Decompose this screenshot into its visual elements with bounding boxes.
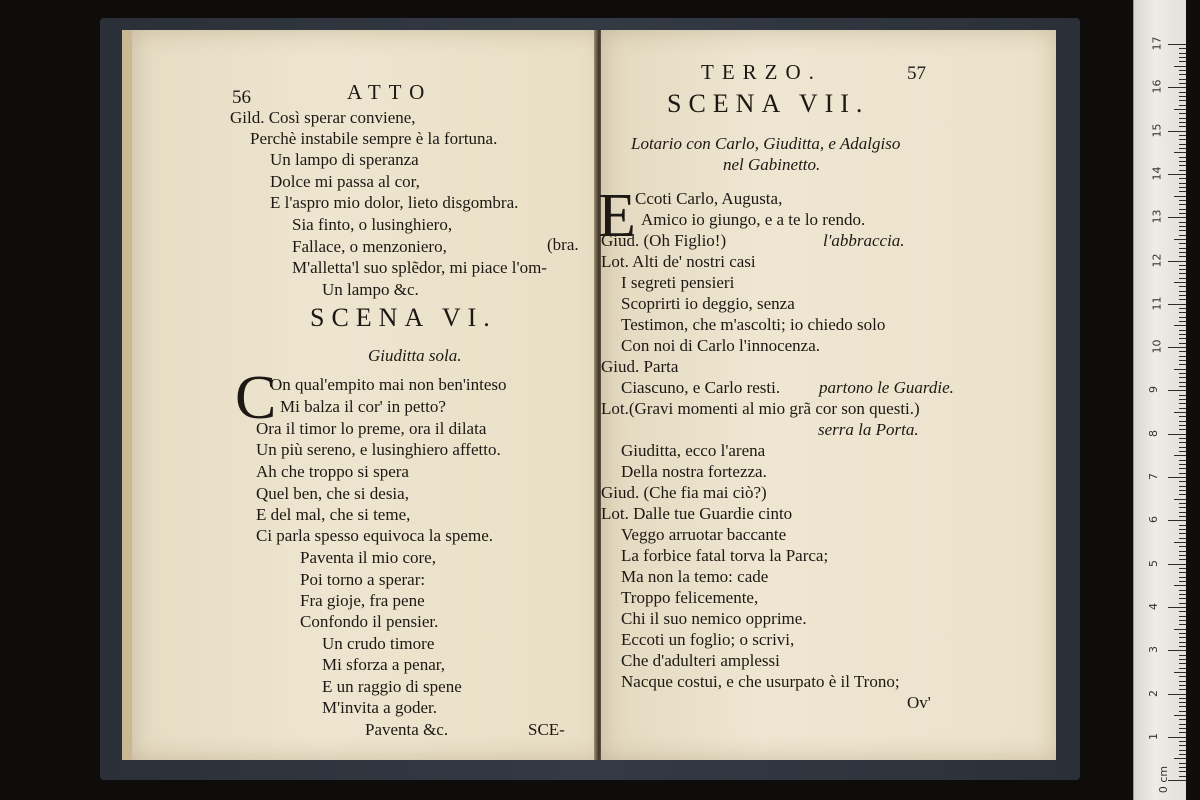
ruler-tick bbox=[1179, 741, 1186, 742]
ruler-tick bbox=[1179, 178, 1186, 179]
verse-line: Paventa il mio core, bbox=[300, 548, 436, 567]
ruler-tick bbox=[1179, 512, 1186, 513]
ruler-number: 9 bbox=[1147, 386, 1160, 394]
ruler-tick bbox=[1179, 598, 1186, 599]
ruler-tick bbox=[1179, 209, 1186, 210]
ruler-number: 2 bbox=[1147, 689, 1160, 697]
ruler-tick bbox=[1168, 520, 1186, 521]
ruler-tick bbox=[1179, 57, 1186, 58]
catchword: Ov' bbox=[907, 693, 931, 712]
measuring-ruler bbox=[1133, 0, 1186, 800]
verse-line: Testimon, che m'ascolti; io chiedo solo bbox=[621, 315, 886, 334]
ruler-tick bbox=[1179, 529, 1186, 530]
ruler-tick bbox=[1179, 577, 1186, 578]
verse-line: Nacque costui, e che usurpato è il Trono; bbox=[621, 672, 900, 691]
ruler-number: 12 bbox=[1150, 253, 1164, 267]
verse-line: Della nostra fortezza. bbox=[621, 462, 767, 481]
ruler-tick bbox=[1179, 590, 1186, 591]
ruler-tick bbox=[1174, 369, 1186, 370]
ruler-tick bbox=[1179, 200, 1186, 201]
verse-line: Sia finto, o lusinghiero, bbox=[292, 215, 453, 234]
verse-line: Con noi di Carlo l'innocenza. bbox=[621, 336, 820, 355]
ruler-tick bbox=[1179, 360, 1186, 361]
ruler-number: 6 bbox=[1147, 516, 1160, 524]
ruler-tick bbox=[1179, 464, 1186, 465]
verse-line: E l'aspro mio dolor, lieto disgombra. bbox=[270, 193, 519, 212]
verse-line: E del mal, che si teme, bbox=[256, 505, 411, 524]
ruler-tick bbox=[1179, 148, 1186, 149]
ruler-tick bbox=[1179, 278, 1186, 279]
ruler-tick bbox=[1179, 559, 1186, 560]
ruler-tick bbox=[1179, 399, 1186, 400]
ruler-tick bbox=[1179, 771, 1186, 772]
verse-line: Un crudo timore bbox=[322, 634, 435, 653]
ruler-tick bbox=[1179, 516, 1186, 517]
drop-cap: E bbox=[598, 182, 636, 250]
ruler-tick bbox=[1179, 382, 1186, 383]
ruler-tick bbox=[1168, 304, 1186, 305]
ruler-tick bbox=[1179, 438, 1186, 439]
scene-title: SCENA VII. bbox=[667, 89, 870, 118]
ruler-number: 17 bbox=[1150, 36, 1164, 51]
ruler-tick bbox=[1179, 611, 1186, 612]
ruler-tick bbox=[1179, 118, 1186, 119]
verse-line: M'invita a goder. bbox=[322, 698, 437, 717]
ruler-tick bbox=[1179, 204, 1186, 205]
ruler-tick bbox=[1179, 256, 1186, 257]
verse-line: Poi torno a sperar: bbox=[300, 570, 426, 589]
ruler-tick bbox=[1179, 351, 1186, 352]
verse-line: Ci parla spesso equivoca la speme. bbox=[256, 526, 493, 545]
verse-line: Fra gioje, fra pene bbox=[300, 591, 425, 610]
ruler-tick bbox=[1179, 724, 1186, 725]
ruler-tick bbox=[1179, 299, 1186, 300]
ruler-tick bbox=[1179, 551, 1186, 552]
verse-line: Fallace, o menzoniero, bbox=[292, 237, 447, 256]
ruler-tick bbox=[1179, 494, 1186, 495]
ruler-tick bbox=[1179, 555, 1186, 556]
ruler-tick bbox=[1179, 416, 1186, 417]
ruler-tick bbox=[1174, 499, 1186, 500]
ruler-tick bbox=[1168, 737, 1186, 738]
ruler-tick bbox=[1179, 157, 1186, 158]
running-head: ATTO bbox=[347, 80, 433, 104]
verse-line: Un lampo &c. bbox=[322, 280, 419, 299]
ruler-tick bbox=[1179, 642, 1186, 643]
ruler-tick bbox=[1179, 681, 1186, 682]
verse-line: On qual'empito mai non ben'inteso bbox=[270, 375, 507, 394]
ruler-tick bbox=[1174, 629, 1186, 630]
verse-line: E un raggio di spene bbox=[322, 677, 462, 696]
ruler-tick bbox=[1179, 222, 1186, 223]
ruler-tick bbox=[1179, 594, 1186, 595]
ruler-tick bbox=[1179, 421, 1186, 422]
ruler-tick bbox=[1179, 776, 1186, 777]
ruler-tick bbox=[1179, 265, 1186, 266]
verse-line: Amico io giungo, e a te lo rendo. bbox=[641, 210, 866, 229]
verse-line: Giud. (Oh Figlio!) bbox=[601, 231, 727, 250]
ruler-tick bbox=[1168, 477, 1186, 478]
ruler-tick bbox=[1179, 144, 1186, 145]
scene-title: SCENA VI. bbox=[310, 303, 497, 332]
verse-line: Un lampo di speranza bbox=[270, 150, 419, 169]
ruler-tick bbox=[1174, 758, 1186, 759]
ruler-tick bbox=[1179, 213, 1186, 214]
ruler-tick bbox=[1179, 386, 1186, 387]
stage-direction: partono le Guardie. bbox=[819, 378, 954, 397]
verse-line: Gild. Così sperar conviene, bbox=[230, 108, 416, 127]
ruler-tick bbox=[1179, 330, 1186, 331]
verse-line: Lot. Alti de' nostri casi bbox=[601, 252, 756, 271]
ruler-tick bbox=[1179, 668, 1186, 669]
ruler-tick bbox=[1168, 174, 1186, 175]
ruler-tick bbox=[1179, 728, 1186, 729]
verse-line: Chi il suo nemico opprime. bbox=[621, 609, 807, 628]
ruler-tick bbox=[1168, 217, 1186, 218]
verse-line: Giud. Parta bbox=[601, 357, 679, 376]
ruler-tick bbox=[1179, 754, 1186, 755]
ruler-tick bbox=[1179, 343, 1186, 344]
verse-line: Ciascuno, e Carlo resti. bbox=[621, 378, 781, 397]
page-number: 57 bbox=[907, 63, 926, 84]
ruler-tick bbox=[1174, 282, 1186, 283]
ruler-tick bbox=[1179, 763, 1186, 764]
ruler-tick bbox=[1168, 261, 1186, 262]
ruler-tick bbox=[1179, 377, 1186, 378]
verse-line: Lot.(Gravi momenti al mio grã cor son questi.) bbox=[601, 399, 920, 418]
ruler-tick bbox=[1168, 607, 1186, 608]
verse-line: Ora il timor lo preme, ora il dilata bbox=[256, 419, 487, 438]
ruler-tick bbox=[1174, 715, 1186, 716]
ruler-number: 15 bbox=[1150, 123, 1164, 138]
ruler-tick bbox=[1179, 429, 1186, 430]
scene-subtitle: Giuditta sola. bbox=[368, 346, 462, 365]
ruler-tick bbox=[1179, 139, 1186, 140]
ruler-number: 10 bbox=[1150, 339, 1164, 354]
ruler-tick bbox=[1179, 767, 1186, 768]
ruler-tick bbox=[1179, 295, 1186, 296]
ruler-tick bbox=[1179, 191, 1186, 192]
ruler-number: 1 bbox=[1147, 732, 1160, 740]
ruler-tick bbox=[1179, 395, 1186, 396]
ruler-tick bbox=[1174, 455, 1186, 456]
ruler-tick bbox=[1179, 61, 1186, 62]
ruler-tick bbox=[1179, 165, 1186, 166]
verse-line: Mi sforza a penar, bbox=[322, 655, 445, 674]
ruler-tick bbox=[1179, 248, 1186, 249]
ruler-tick bbox=[1179, 490, 1186, 491]
drop-cap: C bbox=[235, 364, 277, 432]
verse-line: Ah che troppo si spera bbox=[256, 462, 409, 481]
verse-line: Ccoti Carlo, Augusta, bbox=[635, 189, 783, 208]
ruler-tick bbox=[1179, 750, 1186, 751]
ruler-tick bbox=[1179, 732, 1186, 733]
ruler-tick bbox=[1179, 451, 1186, 452]
verse-line: Scoprirti io deggio, senza bbox=[621, 294, 795, 313]
ruler-tick bbox=[1179, 312, 1186, 313]
ruler-tick bbox=[1179, 546, 1186, 547]
ruler-tick bbox=[1179, 317, 1186, 318]
ruler-tick bbox=[1179, 291, 1186, 292]
ruler-tick bbox=[1179, 286, 1186, 287]
running-head: TERZO. bbox=[701, 60, 822, 84]
ruler-tick bbox=[1179, 74, 1186, 75]
ruler-tick bbox=[1179, 460, 1186, 461]
ruler-tick bbox=[1179, 183, 1186, 184]
ruler-tick bbox=[1179, 698, 1186, 699]
verse-line: Quel ben, che si desia, bbox=[256, 484, 409, 503]
ruler-tick bbox=[1179, 100, 1186, 101]
ruler-tick bbox=[1179, 581, 1186, 582]
verse-line: Troppo felicemente, bbox=[621, 588, 759, 607]
ruler-tick bbox=[1179, 135, 1186, 136]
ruler-tick bbox=[1179, 373, 1186, 374]
verse-line: La forbice fatal torva la Parca; bbox=[621, 546, 829, 565]
ruler-number: 7 bbox=[1147, 473, 1160, 480]
ruler-tick bbox=[1174, 412, 1186, 413]
ruler-tick bbox=[1174, 585, 1186, 586]
ruler-tick bbox=[1179, 122, 1186, 123]
ruler-tick bbox=[1179, 92, 1186, 93]
verse-line: Che d'adulteri amplessi bbox=[621, 651, 780, 670]
ruler-tick bbox=[1179, 568, 1186, 569]
verse-line: Giud. (Che fia mai ciò?) bbox=[601, 483, 767, 502]
ruler-tick bbox=[1179, 525, 1186, 526]
ruler-number: 0 cm bbox=[1157, 765, 1171, 794]
verse-line: Perchè instabile sempre è la fortuna. bbox=[250, 129, 498, 148]
stage-direction: l'abbraccia. bbox=[823, 231, 905, 250]
ruler-tick bbox=[1179, 486, 1186, 487]
ruler-tick bbox=[1179, 646, 1186, 647]
ruler-tick bbox=[1179, 126, 1186, 127]
ruler-tick bbox=[1168, 780, 1186, 781]
ruler-tick bbox=[1179, 719, 1186, 720]
ruler-tick bbox=[1179, 538, 1186, 539]
ruler-tick bbox=[1179, 685, 1186, 686]
ruler-number: 8 bbox=[1147, 429, 1160, 437]
page-number: 56 bbox=[232, 87, 251, 108]
ruler-tick bbox=[1179, 308, 1186, 309]
ruler-tick bbox=[1179, 269, 1186, 270]
ruler-number: 13 bbox=[1150, 209, 1164, 224]
ruler-tick bbox=[1174, 672, 1186, 673]
ruler-tick bbox=[1179, 442, 1186, 443]
ruler-tick bbox=[1179, 503, 1186, 504]
ruler-tick bbox=[1179, 447, 1186, 448]
ruler-tick bbox=[1179, 113, 1186, 114]
stage-direction: serra la Porta. bbox=[818, 420, 919, 439]
left-page bbox=[122, 30, 606, 760]
ruler-tick bbox=[1179, 170, 1186, 171]
ruler-tick bbox=[1179, 745, 1186, 746]
verse-line: M'alletta'l suo splẽdor, mi piace l'om- bbox=[292, 258, 547, 277]
ruler-tick bbox=[1179, 187, 1186, 188]
ruler-tick bbox=[1179, 624, 1186, 625]
verse-line: Dolce mi passa al cor, bbox=[270, 172, 420, 191]
verse-line: Giuditta, ecco l'arena bbox=[621, 441, 766, 460]
ruler-tick bbox=[1179, 473, 1186, 474]
ruler-tick bbox=[1168, 434, 1186, 435]
ruler-number: 5 bbox=[1147, 559, 1160, 567]
catchword: SCE- bbox=[528, 720, 565, 739]
ruler-tick bbox=[1174, 152, 1186, 153]
ruler-tick bbox=[1168, 694, 1186, 695]
ruler-tick bbox=[1174, 196, 1186, 197]
ruler-tick bbox=[1179, 507, 1186, 508]
ruler-tick bbox=[1168, 347, 1186, 348]
ruler-tick bbox=[1179, 659, 1186, 660]
stage-direction: nel Gabinetto. bbox=[723, 155, 821, 174]
ruler-number: 14 bbox=[1150, 166, 1164, 181]
verse-line: Eccoti un foglio; o scrivi, bbox=[621, 630, 795, 649]
ruler-tick bbox=[1179, 481, 1186, 482]
ruler-tick bbox=[1179, 79, 1186, 80]
right-page bbox=[598, 30, 1056, 760]
ruler-tick bbox=[1179, 663, 1186, 664]
ruler-number: 11 bbox=[1150, 296, 1164, 311]
ruler-tick bbox=[1179, 230, 1186, 231]
ruler-tick bbox=[1168, 131, 1186, 132]
ruler-tick bbox=[1179, 243, 1186, 244]
ruler-tick bbox=[1174, 325, 1186, 326]
ruler-tick bbox=[1179, 70, 1186, 71]
ruler-tick bbox=[1179, 364, 1186, 365]
ruler-tick bbox=[1179, 53, 1186, 54]
ruler-tick bbox=[1179, 603, 1186, 604]
ruler-tick bbox=[1179, 676, 1186, 677]
stage-direction: Lotario con Carlo, Giuditta, e Adalgiso bbox=[631, 134, 901, 153]
ruler-tick bbox=[1179, 616, 1186, 617]
ruler-tick bbox=[1179, 83, 1186, 84]
ruler-tick bbox=[1179, 403, 1186, 404]
verse-line: Veggo arruotar baccante bbox=[621, 525, 787, 544]
verse-line: I segreti pensieri bbox=[621, 273, 735, 292]
ruler-tick bbox=[1179, 706, 1186, 707]
ruler-tick bbox=[1174, 66, 1186, 67]
ruler-tick bbox=[1168, 87, 1186, 88]
ruler-tick bbox=[1179, 655, 1186, 656]
ruler-tick bbox=[1179, 572, 1186, 573]
ruler-number: 16 bbox=[1150, 79, 1164, 94]
ruler-tick bbox=[1179, 273, 1186, 274]
ruler-tick bbox=[1179, 226, 1186, 227]
ruler-tick bbox=[1168, 390, 1186, 391]
ruler-tick bbox=[1168, 564, 1186, 565]
verse-line: Ma non la temo: cade bbox=[621, 567, 769, 586]
verse-line: Paventa &c. bbox=[365, 720, 449, 739]
ruler-tick bbox=[1179, 252, 1186, 253]
ruler-tick bbox=[1179, 161, 1186, 162]
ruler-tick bbox=[1174, 239, 1186, 240]
ruler-tick bbox=[1179, 338, 1186, 339]
ruler-number: 3 bbox=[1147, 646, 1160, 654]
ruler-tick bbox=[1179, 468, 1186, 469]
ruler-tick bbox=[1179, 96, 1186, 97]
ruler-tick bbox=[1179, 637, 1186, 638]
verse-line: Confondo il pensier. bbox=[300, 612, 439, 631]
ruler-tick bbox=[1179, 105, 1186, 106]
ruler-tick bbox=[1179, 321, 1186, 322]
ruler-tick bbox=[1179, 702, 1186, 703]
ruler-tick bbox=[1179, 689, 1186, 690]
ruler-tick bbox=[1179, 408, 1186, 409]
ruler-number: 4 bbox=[1147, 602, 1160, 610]
ruler-tick bbox=[1179, 334, 1186, 335]
ruler-tick bbox=[1179, 48, 1186, 49]
verse-line: Mi balza il cor' in petto? bbox=[280, 397, 446, 416]
ruler-tick bbox=[1179, 711, 1186, 712]
verse-line: (bra. bbox=[547, 235, 579, 254]
verse-line: Lot. Dalle tue Guardie cinto bbox=[601, 504, 793, 523]
ruler-tick bbox=[1179, 633, 1186, 634]
ruler-tick bbox=[1179, 533, 1186, 534]
ruler-tick bbox=[1168, 44, 1186, 45]
ruler-tick bbox=[1179, 235, 1186, 236]
ruler-tick bbox=[1174, 109, 1186, 110]
ruler-tick bbox=[1179, 425, 1186, 426]
ruler-tick bbox=[1179, 356, 1186, 357]
ruler-tick bbox=[1179, 620, 1186, 621]
ruler-tick bbox=[1174, 542, 1186, 543]
verse-line: Un più sereno, e lusinghiero affetto. bbox=[256, 440, 501, 459]
ruler-tick bbox=[1168, 650, 1186, 651]
